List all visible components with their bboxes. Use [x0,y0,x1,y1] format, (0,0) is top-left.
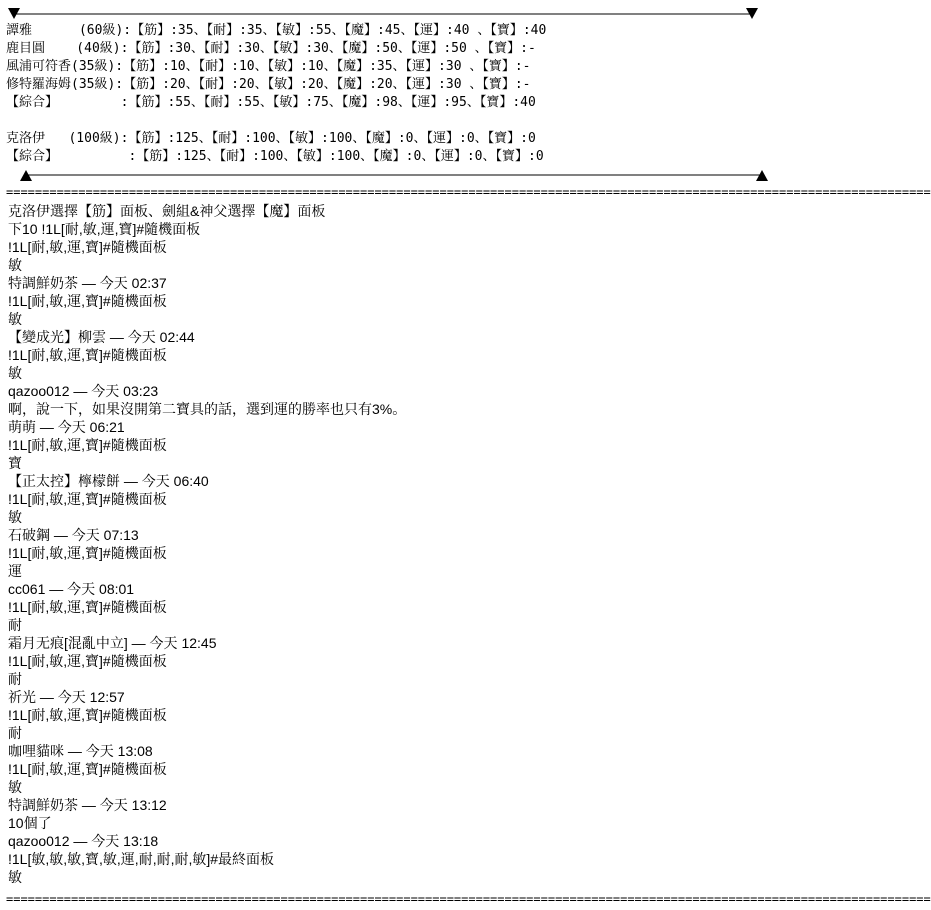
chat-line: !1L[耐,敏,運,寶]#隨機面板 [8,293,167,309]
chat-line: 寶 [8,455,22,471]
stats-panel [6,22,546,166]
stats-row: 克洛伊 (100級):【筋】:125、【耐】:100、【敏】:100、【魔】:0、【運】:0、【寶】:0 [6,131,536,146]
chat-line: !1L[耐,敏,運,寶]#隨機面板 [8,761,167,777]
chat-line: 【變成光】柳雲 — 今天 02:44 [8,329,195,345]
chat-line: 10個了 [8,815,52,831]
chat-line: 敏 [8,869,22,885]
chat-line: 運 [8,563,22,579]
chat-log [8,202,788,886]
separator-bottom: ================================================================================================================================ [6,892,931,906]
chat-line: 克洛伊選擇【筋】面板、劍組&神父選擇【魔】面板 [8,203,326,219]
chat-line: !1L[耐,敏,運,寶]#隨機面板 [8,545,167,561]
stats-total-row: 【綜合】 :【筋】:55、【耐】:55、【敏】:75、【魔】:98、【運】:95、【寶】:40 [6,95,536,110]
chat-line: 特調鮮奶茶 — 今天 13:12 [8,797,167,813]
chat-line: 特調鮮奶茶 — 今天 02:37 [8,275,167,291]
chat-line: 啊，說一下，如果沒開第二寶具的話，選到運的勝率也只有3%。 [8,401,407,417]
chat-line: 下10 !1L[耐,敏,運,寶]#隨機面板 [8,221,201,237]
chat-line: 耐 [8,617,22,633]
stats-row: 風浦可符香(35級):【筋】:10、【耐】:10、【敏】:10、【魔】:35、【運】:30 、【寶】:- [6,59,531,74]
chat-line: 耐 [8,725,22,741]
chat-line: !1L[耐,敏,運,寶]#隨機面板 [8,707,167,723]
chat-line: !1L[耐,敏,運,寶]#隨機面板 [8,491,167,507]
chat-line: !1L[耐,敏,運,寶]#隨機面板 [8,599,167,615]
chat-line: 霜月无痕[混亂中立] — 今天 12:45 [8,635,217,651]
chat-line: 耐 [8,671,22,687]
chat-line: cc061 — 今天 08:01 [8,581,135,597]
chat-line: 敏 [8,509,22,525]
stats-total-row: 【綜合】 :【筋】:125、【耐】:100、【敏】:100、【魔】:0、【運】:0、【寶】:0 [6,149,544,164]
chat-line: 敏 [8,257,22,273]
stats-spacer [6,112,546,130]
chat-line: !1L[耐,敏,運,寶]#隨機面板 [8,239,167,255]
chat-line: 咖哩貓咪 — 今天 13:08 [8,743,153,759]
chat-line: 祈光 — 今天 12:57 [8,689,125,705]
chat-line: 石破鋼 — 今天 07:13 [8,527,139,543]
chat-line: 敏 [8,779,22,795]
chat-line: !1L[耐,敏,運,寶]#隨機面板 [8,437,167,453]
stats-row: 鹿目圓 (40級):【筋】:30、【耐】:30、【敏】:30、【魔】:50、【運】:50 、【寶】:- [6,41,536,56]
stats-row: 修特羅海姆(35級):【筋】:20、【耐】:20、【敏】:20、【魔】:20、【運】:30 、【寶】:- [6,77,531,92]
chat-line: qazoo012 — 今天 03:23 [8,383,159,399]
chat-line: !1L[耐,敏,運,寶]#隨機面板 [8,653,167,669]
chat-line: 【正太控】檸檬餅 — 今天 06:40 [8,473,209,489]
chat-line: 敏 [8,311,22,327]
chat-line: !1L[耐,敏,運,寶]#隨機面板 [8,347,167,363]
chat-line: 敏 [8,365,22,381]
chat-line: 萌萌 — 今天 06:21 [8,419,125,435]
stats-row: 譚雅 (60級):【筋】:35、【耐】:35、【敏】:55、【魔】:45、【運】:40 、【寶】:40 [6,23,547,38]
separator-top: ================================================================================================================================ [6,185,931,199]
chat-line: qazoo012 — 今天 13:18 [8,833,159,849]
chat-line: !1L[敏,敏,敏,寶,敏,運,耐,耐,耐,敏]#最終面板 [8,851,275,867]
